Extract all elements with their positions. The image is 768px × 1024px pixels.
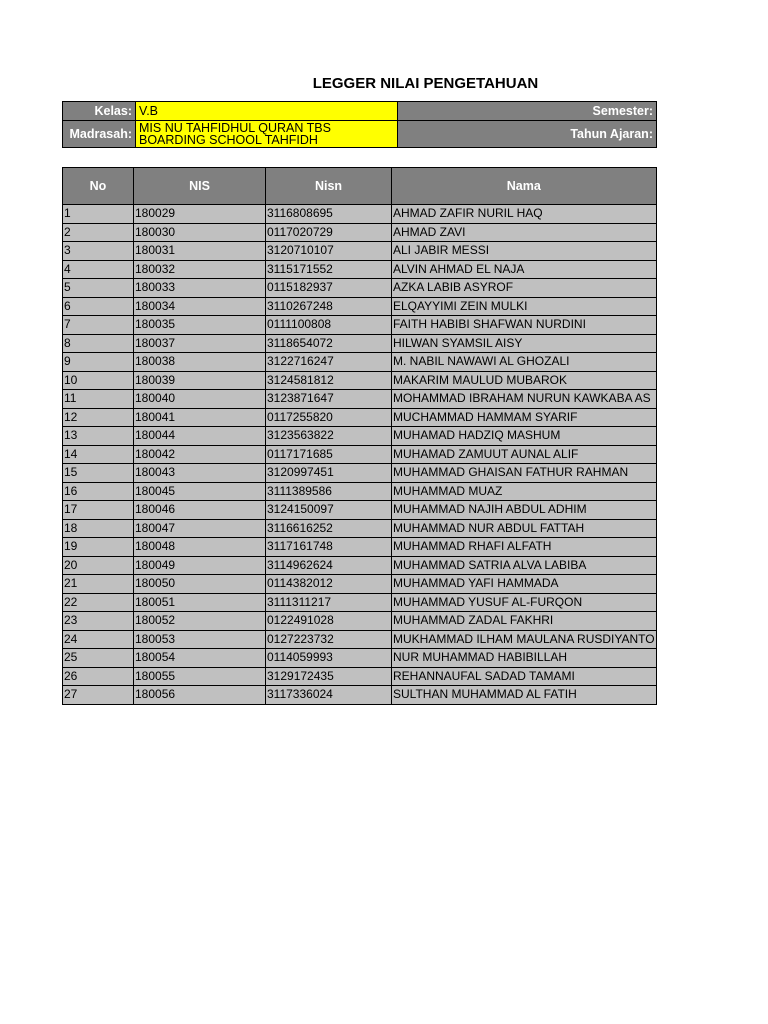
cell-nama[interactable]: AZKA LABIB ASYROF (392, 279, 657, 298)
cell-nama[interactable]: MOHAMMAD IBRAHAM NURUN KAWKABA AS (392, 390, 657, 409)
cell-nama[interactable]: AHMAD ZAVI (392, 223, 657, 242)
cell-nis[interactable]: 180040 (134, 390, 266, 409)
cell-nis[interactable]: 180050 (134, 575, 266, 594)
cell-nisn[interactable]: 3111311217 (266, 593, 392, 612)
cell-nama[interactable]: MUHAMMAD MUAZ (392, 482, 657, 501)
student-table (62, 167, 657, 705)
madrasah-value[interactable]: MIS NU TAHFIDHUL QURAN TBS BOARDING SCHOOL TAHFIDH (136, 121, 398, 148)
cell-nama[interactable]: M. NABIL NAWAWI AL GHOZALI (392, 353, 657, 372)
table-row (63, 501, 657, 520)
cell-no[interactable]: 16 (63, 482, 134, 501)
cell-nisn[interactable]: 3111389586 (266, 482, 392, 501)
table-row (63, 593, 657, 612)
cell-nisn[interactable]: 3115171552 (266, 260, 392, 279)
cell-no[interactable]: 3 (63, 242, 134, 261)
cell-nis[interactable]: 180034 (134, 297, 266, 316)
cell-nama[interactable]: MUHAMMAD RHAFI ALFATH (392, 538, 657, 557)
column-header-nis: NIS (134, 168, 266, 205)
cell-nama[interactable]: MUHAMAD ZAMUUT AUNAL ALIF (392, 445, 657, 464)
table-row (63, 371, 657, 390)
cell-no[interactable]: 15 (63, 464, 134, 483)
cell-no[interactable]: 21 (63, 575, 134, 594)
cell-nisn[interactable]: 3117336024 (266, 686, 392, 705)
cell-nisn[interactable]: 3116808695 (266, 205, 392, 224)
cell-no[interactable]: 5 (63, 279, 134, 298)
cell-no[interactable]: 26 (63, 667, 134, 686)
cell-nama[interactable]: MUKHAMMAD ILHAM MAULANA RUSDIYANTO (392, 630, 657, 649)
cell-nis[interactable]: 180053 (134, 630, 266, 649)
table-row (63, 649, 657, 668)
cell-nisn[interactable]: 3120710107 (266, 242, 392, 261)
class-info-table (62, 101, 657, 148)
cell-no[interactable]: 6 (63, 297, 134, 316)
kelas-row (63, 102, 657, 121)
cell-no[interactable]: 11 (63, 390, 134, 409)
cell-nama[interactable]: MUHAMMAD YUSUF AL-FURQON (392, 593, 657, 612)
cell-no[interactable]: 13 (63, 427, 134, 446)
cell-no[interactable]: 23 (63, 612, 134, 631)
cell-no[interactable]: 18 (63, 519, 134, 538)
cell-no[interactable]: 22 (63, 593, 134, 612)
kelas-value[interactable]: V.B (136, 102, 398, 121)
cell-nis[interactable]: 180039 (134, 371, 266, 390)
cell-nisn[interactable]: 3123871647 (266, 390, 392, 409)
cell-nisn[interactable]: 3120997451 (266, 464, 392, 483)
tahun-ajaran-label: Tahun Ajaran: (398, 121, 657, 148)
cell-no[interactable]: 19 (63, 538, 134, 557)
cell-no[interactable]: 4 (63, 260, 134, 279)
cell-nisn[interactable]: 3116616252 (266, 519, 392, 538)
cell-nis[interactable]: 180051 (134, 593, 266, 612)
cell-nis[interactable]: 180041 (134, 408, 266, 427)
cell-nisn[interactable]: 0111100808 (266, 316, 392, 335)
semester-label: Semester: (398, 102, 657, 121)
cell-no[interactable]: 17 (63, 501, 134, 520)
cell-nis[interactable]: 180037 (134, 334, 266, 353)
cell-nama[interactable]: MUHAMMAD YAFI HAMMADA (392, 575, 657, 594)
column-header-no: No (63, 168, 134, 205)
cell-nama[interactable]: MUHAMMAD SATRIA ALVA LABIBA (392, 556, 657, 575)
cell-nisn[interactable]: 3122716247 (266, 353, 392, 372)
table-row (63, 612, 657, 631)
cell-nisn[interactable]: 3118654072 (266, 334, 392, 353)
table-row (63, 538, 657, 557)
column-header-nama: Nama (392, 168, 657, 205)
table-row (63, 686, 657, 705)
cell-nisn[interactable]: 3124150097 (266, 501, 392, 520)
cell-nama[interactable]: AHMAD ZAFIR NURIL HAQ (392, 205, 657, 224)
cell-no[interactable]: 8 (63, 334, 134, 353)
cell-nis[interactable]: 180048 (134, 538, 266, 557)
cell-nis[interactable]: 180052 (134, 612, 266, 631)
cell-nisn[interactable]: 0115182937 (266, 279, 392, 298)
cell-nis[interactable]: 180033 (134, 279, 266, 298)
table-header-row (63, 168, 657, 205)
cell-nis[interactable]: 180042 (134, 445, 266, 464)
cell-nisn[interactable]: 0127223732 (266, 630, 392, 649)
cell-nama[interactable]: SULTHAN MUHAMMAD AL FATIH (392, 686, 657, 705)
cell-nama[interactable]: MUCHAMMAD HAMMAM SYARIF (392, 408, 657, 427)
madrasah-label: Madrasah: (63, 121, 136, 148)
cell-nama[interactable]: MUHAMMAD NAJIH ABDUL ADHIM (392, 501, 657, 520)
cell-nama[interactable]: MUHAMMAD ZADAL FAKHRI (392, 612, 657, 631)
cell-nis[interactable]: 180031 (134, 242, 266, 261)
column-header-nisn: Nisn (266, 168, 392, 205)
cell-nis[interactable]: 180038 (134, 353, 266, 372)
cell-nama[interactable]: ALI JABIR MESSI (392, 242, 657, 261)
cell-nisn[interactable]: 0122491028 (266, 612, 392, 631)
page-title: LEGGER NILAI PENGETAHUAN (312, 75, 539, 92)
cell-nisn[interactable]: 3117161748 (266, 538, 392, 557)
cell-nisn[interactable]: 0114059993 (266, 649, 392, 668)
cell-nis[interactable]: 180056 (134, 686, 266, 705)
table-row (63, 630, 657, 649)
table-row (63, 260, 657, 279)
cell-no[interactable]: 27 (63, 686, 134, 705)
table-row (63, 279, 657, 298)
cell-nis[interactable]: 180045 (134, 482, 266, 501)
table-row (63, 464, 657, 483)
cell-nisn[interactable]: 3129172435 (266, 667, 392, 686)
cell-nis[interactable]: 180054 (134, 649, 266, 668)
cell-nis[interactable]: 180043 (134, 464, 266, 483)
cell-no[interactable]: 20 (63, 556, 134, 575)
cell-nisn[interactable]: 0117171685 (266, 445, 392, 464)
table-row (63, 575, 657, 594)
cell-nis[interactable]: 180032 (134, 260, 266, 279)
cell-nisn[interactable]: 3124581812 (266, 371, 392, 390)
table-row (63, 242, 657, 261)
cell-no[interactable]: 14 (63, 445, 134, 464)
cell-no[interactable]: 25 (63, 649, 134, 668)
cell-nis[interactable]: 180029 (134, 205, 266, 224)
cell-nisn[interactable]: 3123563822 (266, 427, 392, 446)
cell-nama[interactable]: ELQAYYIMI ZEIN MULKI (392, 297, 657, 316)
table-row (63, 316, 657, 335)
table-row (63, 482, 657, 501)
cell-nama[interactable]: MUHAMAD HADZIQ MASHUM (392, 427, 657, 446)
cell-nisn[interactable]: 3110267248 (266, 297, 392, 316)
cell-nis[interactable]: 180046 (134, 501, 266, 520)
cell-nisn[interactable]: 0114382012 (266, 575, 392, 594)
cell-nis[interactable]: 180044 (134, 427, 266, 446)
table-row (63, 408, 657, 427)
cell-no[interactable]: 24 (63, 630, 134, 649)
cell-nama[interactable]: REHANNAUFAL SADAD TAMAMI (392, 667, 657, 686)
cell-nisn[interactable]: 0117255820 (266, 408, 392, 427)
cell-nis[interactable]: 180055 (134, 667, 266, 686)
cell-no[interactable]: 10 (63, 371, 134, 390)
cell-nama[interactable]: ALVIN AHMAD EL NAJA (392, 260, 657, 279)
cell-nama[interactable]: NUR MUHAMMAD HABIBILLAH (392, 649, 657, 668)
table-row (63, 519, 657, 538)
cell-nama[interactable]: FAITH HABIBI SHAFWAN NURDINI (392, 316, 657, 335)
cell-nisn[interactable]: 3114962624 (266, 556, 392, 575)
cell-no[interactable]: 7 (63, 316, 134, 335)
cell-nis[interactable]: 180047 (134, 519, 266, 538)
cell-nama[interactable]: MUHAMMAD NUR ABDUL FATTAH (392, 519, 657, 538)
cell-nama[interactable]: MAKARIM MAULUD MUBAROK (392, 371, 657, 390)
cell-nis[interactable]: 180049 (134, 556, 266, 575)
cell-no[interactable]: 1 (63, 205, 134, 224)
cell-nama[interactable]: HILWAN SYAMSIL AISY (392, 334, 657, 353)
cell-nis[interactable]: 180035 (134, 316, 266, 335)
table-row (63, 390, 657, 409)
table-row (63, 205, 657, 224)
cell-no[interactable]: 12 (63, 408, 134, 427)
table-row (63, 223, 657, 242)
table-row (63, 556, 657, 575)
cell-nis[interactable]: 180030 (134, 223, 266, 242)
table-row (63, 353, 657, 372)
cell-no[interactable]: 9 (63, 353, 134, 372)
table-row (63, 297, 657, 316)
kelas-label: Kelas: (63, 102, 136, 121)
madrasah-row (63, 121, 657, 148)
cell-no[interactable]: 2 (63, 223, 134, 242)
cell-nama[interactable]: MUHAMMAD GHAISAN FATHUR RAHMAN (392, 464, 657, 483)
cell-nisn[interactable]: 0117020729 (266, 223, 392, 242)
table-row (63, 334, 657, 353)
table-row (63, 427, 657, 446)
table-row (63, 445, 657, 464)
table-row (63, 667, 657, 686)
